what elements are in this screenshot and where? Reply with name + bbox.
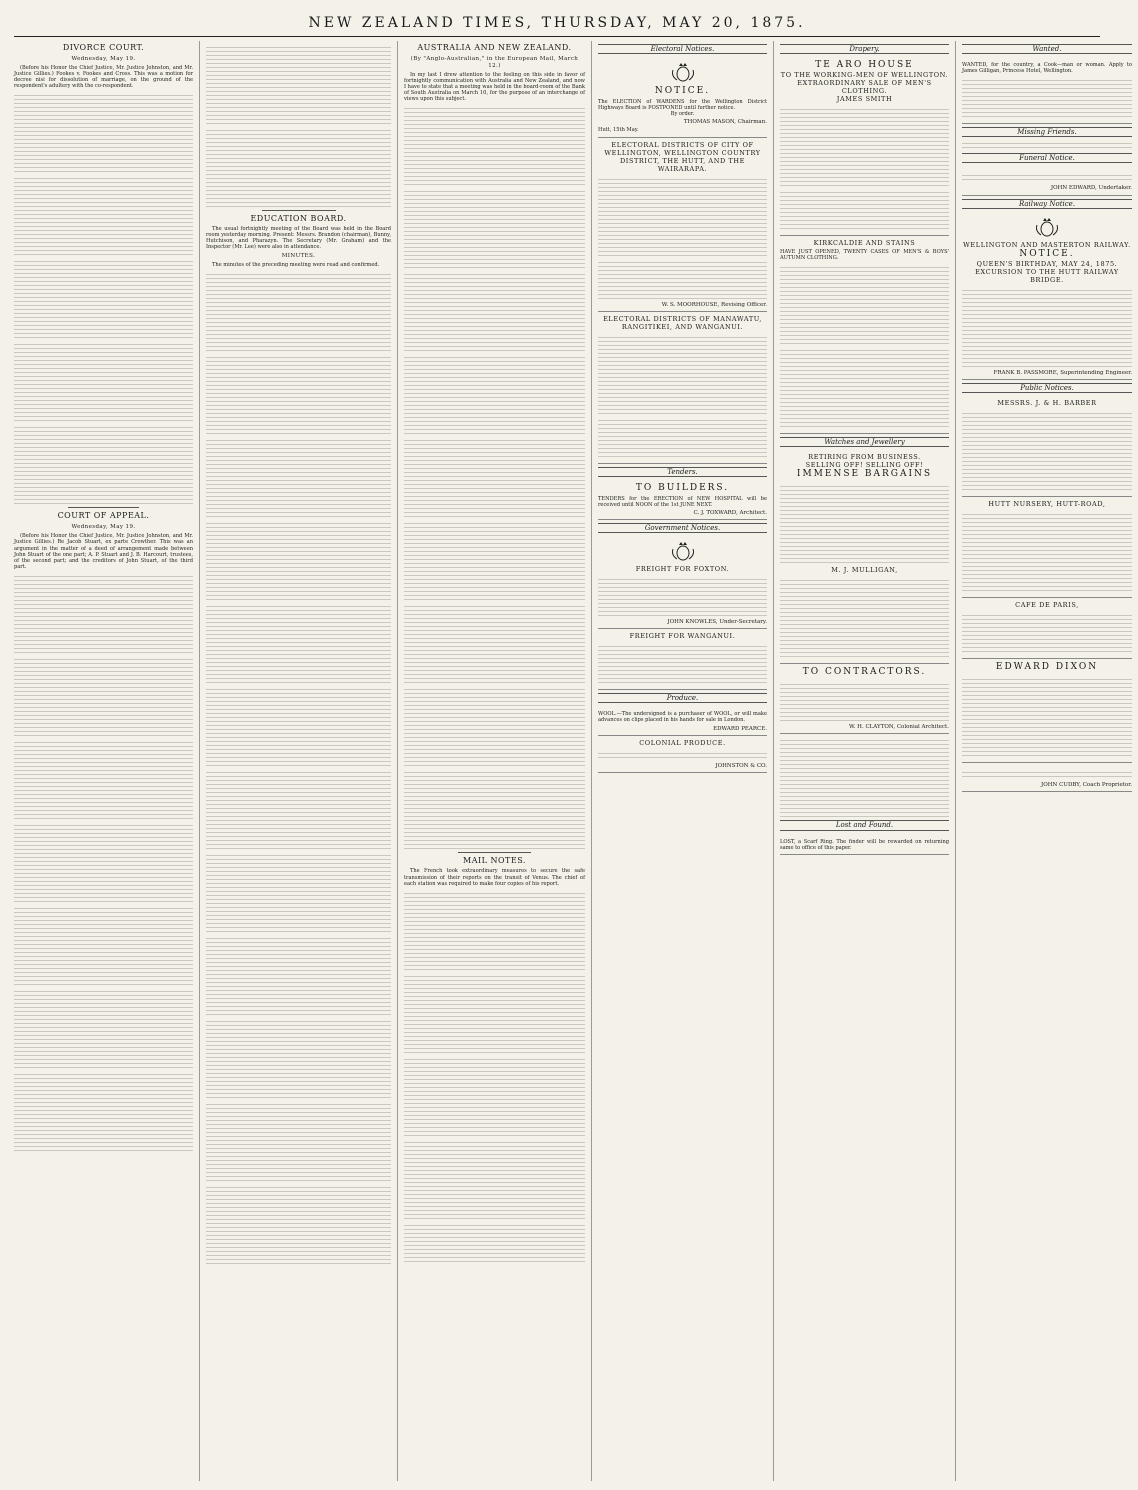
colonial-title: COLONIAL PRODUCE. xyxy=(639,738,726,747)
railway-signature: FRANK B. PASSMORE, Superintending Engineer. xyxy=(993,369,1132,376)
railway-title: WELLINGTON AND MASTERTON RAILWAY. xyxy=(963,240,1131,249)
australia-nz-heading: AUSTRALIA AND NEW ZEALAND. xyxy=(417,43,572,52)
cafe-title: CAFE DE PARIS, xyxy=(1015,600,1079,609)
article-text-block xyxy=(780,681,949,721)
article-text-block xyxy=(404,520,585,600)
mulligan-ad xyxy=(780,450,949,664)
article-text-block xyxy=(780,577,949,657)
article-text-block xyxy=(14,905,193,985)
article-text-block xyxy=(780,737,949,817)
article-text-block xyxy=(404,603,585,683)
wool-text: WOOL.—The undersigned is a purchaser of WOOL, or will make advances on clips placed in his hands for sale in London. xyxy=(598,711,767,724)
article-text-block xyxy=(206,686,391,766)
article-text-block xyxy=(404,1222,585,1262)
foxton-signature: JOHN KNOWLES, Under-Secretary. xyxy=(667,619,767,626)
article-text-block xyxy=(206,935,391,1015)
article-text-block xyxy=(780,106,949,186)
hospital-tender-ad xyxy=(598,480,767,520)
notice-body: The ELECTION of WARDENS for the Wellington District Highways Board is POSTPONED until further notice. xyxy=(598,99,767,112)
article-text-block xyxy=(404,188,585,268)
mail-notes-heading: MAIL NOTES. xyxy=(463,856,526,866)
article-text-block xyxy=(780,483,949,563)
article-text-block xyxy=(14,573,193,653)
funeral-signature: JOHN EDWARD, Undertaker. xyxy=(1050,185,1132,192)
hutt-nursery-ad xyxy=(962,497,1132,598)
colonial-signature: JOHNSTON & CO. xyxy=(715,762,767,769)
article-text-block xyxy=(780,189,949,229)
te-aro-subtitle: TO THE WORKING-MEN OF WELLINGTON. xyxy=(780,71,949,80)
article-text-block xyxy=(206,1101,391,1181)
divider xyxy=(68,507,140,508)
article-text-block xyxy=(780,347,949,427)
contractors-signature: W. H. CLAYTON, Colonial Architect. xyxy=(848,724,949,731)
article-text-block xyxy=(206,271,391,351)
article-text-block xyxy=(206,127,391,207)
article-text-block xyxy=(598,259,767,299)
funeral-notice xyxy=(962,166,1132,195)
barber-ad xyxy=(962,396,1132,497)
article-text-block xyxy=(404,769,585,849)
foxton-freight-notice xyxy=(598,536,767,629)
builders-title: TO BUILDERS. xyxy=(635,482,730,493)
article-text-block xyxy=(404,1056,585,1136)
railway-excursion: EXCURSION TO THE HUTT RAILWAY BRIDGE. xyxy=(975,267,1119,284)
coach-notice xyxy=(962,763,1132,792)
article-text-block xyxy=(962,287,1132,367)
te-aro-proprietor: JAMES SMITH xyxy=(836,95,893,104)
article-text-block xyxy=(206,44,391,124)
te-aro-title: TE ARO HOUSE xyxy=(815,60,914,71)
education-board-heading: EDUCATION BOARD. xyxy=(250,214,347,223)
wanted-cook-ad xyxy=(962,57,1132,124)
kirkcaldie-subtitle: HAVE JUST OPENED, TWENTY CASES OF MEN'S & BOYS' AUTUMN CLOTHING. xyxy=(780,249,949,262)
article-text-block xyxy=(14,258,193,338)
edward-dixon-ad xyxy=(962,659,1132,763)
hutt-nursery-title: HUTT NURSERY, HUTT-ROAD, xyxy=(988,499,1106,508)
te-aro-house-ad xyxy=(780,57,949,236)
tenders-heading: Tenders. xyxy=(598,467,767,477)
lost-found-heading: Lost and Found. xyxy=(780,820,949,830)
article-text-block xyxy=(962,511,1132,591)
column-6 xyxy=(962,41,1138,1481)
wool-ad xyxy=(598,706,767,735)
government-notices-heading: Government Notices. xyxy=(598,523,767,533)
article-text-block xyxy=(14,175,193,255)
royal-crest-icon xyxy=(1033,217,1061,239)
article-text-block xyxy=(404,437,585,517)
column-5 xyxy=(780,41,956,1481)
barber-title: MESSRS. J. & H. BARBER xyxy=(997,398,1097,407)
cudby-signature: JOHN CUDBY, Coach Proprietor. xyxy=(1041,781,1132,788)
drapery-heading: Drapery. xyxy=(780,44,949,54)
lost-text: LOST, a Scarf Ring. The finder will be rewarded on returning same to office of this paper. xyxy=(780,838,949,851)
masthead-rule xyxy=(14,36,1100,37)
railway-notice-word: NOTICE. xyxy=(1019,248,1075,259)
article-text-block xyxy=(14,739,193,819)
wardens-election-notice xyxy=(598,57,767,137)
article-text-block xyxy=(962,140,1132,150)
article-text-block xyxy=(404,1139,585,1219)
divorce-article: (Before his Honor the Chief Justice, Mr. Justice Johnston, and Mr. Justice Gillies.) Fookes v. Fookes and Cross. This was a motion for decree nisi for dissolution of marriage, on the ground of the respondent's adultery with the co-respondent. xyxy=(14,65,193,90)
wanted-text: WANTED, for the country, a Cook—man or woman. Apply to James Gilligan, Princess Hotel, Wellington. xyxy=(962,62,1132,75)
wanganui-freight-notice xyxy=(598,629,767,690)
article-text-block xyxy=(206,354,391,434)
railway-notice xyxy=(962,212,1132,380)
article-text-block xyxy=(598,643,767,683)
article-text-block xyxy=(404,271,585,351)
mulligan-name: M. J. MULLIGAN, xyxy=(831,566,898,575)
article-text-block xyxy=(962,769,1132,779)
article-text-block xyxy=(598,576,767,616)
article-text-block xyxy=(404,354,585,434)
electoral-notices-heading: Electoral Notices. xyxy=(598,44,767,54)
article-text-block xyxy=(962,77,1132,117)
article-text-block xyxy=(14,92,193,172)
column-1 xyxy=(14,41,200,1481)
electoral-title: ELECTORAL DISTRICTS OF CITY OF WELLINGTON, WELLINGTON COUNTRY DISTRICT, THE HUTT, AND THE WAIRARAPA. xyxy=(604,140,761,173)
divorce-date: Wednesday, May 19. xyxy=(71,56,136,62)
article-text-block xyxy=(14,822,193,902)
notice-by-order: By order. xyxy=(670,111,695,118)
wanganui-title: FREIGHT FOR WANGANUI. xyxy=(629,632,736,641)
article-text-block xyxy=(962,410,1132,490)
manawatu-title: ELECTORAL DISTRICTS OF MANAWATU, RANGITIKEI, AND WANGANUI. xyxy=(603,314,762,331)
article-text-block xyxy=(206,520,391,600)
columns xyxy=(14,41,1132,1481)
notice-title: NOTICE. xyxy=(654,86,711,97)
lost-scarf-ring-ad xyxy=(780,834,949,855)
selling-off: SELLING OFF! SELLING OFF! xyxy=(805,461,924,470)
manawatu-electoral-notice xyxy=(598,312,767,464)
column-3 xyxy=(404,41,592,1481)
article-text-block xyxy=(206,1184,391,1264)
article-text-block xyxy=(404,890,585,970)
electoral-districts-notice xyxy=(598,138,767,312)
divider xyxy=(458,852,530,853)
kirkcaldie-stains-ad xyxy=(780,236,949,434)
education-article: The usual fortnightly meeting of the Board was held in the Board room yesterday morning. Present: Messrs. Brandon (chairman), Bunny, Hutchison, and Pharazyn. The Secretary (Mr. Graham) and the Inspector (Mr. Lee) were also in attendance. xyxy=(206,226,391,251)
te-aro-sale: EXTRAORDINARY SALE OF MEN'S CLOTHING. xyxy=(797,79,932,96)
article-text-block xyxy=(206,437,391,517)
missing-friends-heading: Missing Friends. xyxy=(962,127,1132,137)
produce-heading: Produce. xyxy=(598,693,767,703)
contractors-tender-ad xyxy=(780,664,949,734)
colonial-produce-ad xyxy=(598,736,767,773)
article-text-block xyxy=(598,334,767,414)
mail-notes-article: The French took extraordinary measures to secure the safe transmission of their reports on the transit of Venus. The chief of each station was required to make four copies of his report. xyxy=(404,868,585,887)
article-text-block xyxy=(14,656,193,736)
builders-signature: C. J. TOXWARD, Architect. xyxy=(693,509,767,516)
court-of-appeal-heading: COURT OF APPEAL. xyxy=(57,511,150,521)
article-text-block xyxy=(962,172,1132,182)
article-text-block xyxy=(598,750,767,760)
column-4 xyxy=(598,41,774,1481)
article-text-block xyxy=(14,424,193,504)
notice-signature: THOMAS MASON, Chairman. xyxy=(683,119,767,126)
dixon-title: EDWARD DIXON xyxy=(995,661,1099,672)
article-text-block xyxy=(598,417,767,457)
divorce-court-heading: DIVORCE COURT. xyxy=(62,43,145,52)
railway-notice-heading: Railway Notice. xyxy=(962,199,1132,209)
column-2 xyxy=(206,41,398,1481)
article-text-block xyxy=(14,1071,193,1151)
article-text-block xyxy=(206,603,391,683)
kirkcaldie-title: KIRKCALDIE AND STAINS xyxy=(813,239,916,248)
article-text-block xyxy=(14,341,193,421)
masthead: NEW ZEALAND TIMES, THURSDAY, MAY 20, 1875. xyxy=(308,15,806,31)
foxton-title: FREIGHT FOR FOXTON. xyxy=(635,565,730,574)
article-text-block xyxy=(14,988,193,1068)
divider xyxy=(262,210,336,211)
minutes-text: The minutes of the preceding meeting were read and confirmed. xyxy=(212,262,380,269)
funeral-notice-heading: Funeral Notice. xyxy=(962,153,1132,163)
article-text-block xyxy=(404,105,585,185)
contractors-title: TO CONTRACTORS. xyxy=(802,667,927,678)
article-text-block xyxy=(598,176,767,256)
australia-article: In my last I drew attention to the feeling on this side in favor of fortnightly communication with Australia and New Zealand, and now I have to state that a meeting was held in the board-room of the Bank of South Australia on March 10, for the purpose of an interchange of views upon this subject. xyxy=(404,72,585,103)
article-text-block xyxy=(962,676,1132,756)
appeal-article: (Before his Honor the Chief Justice, Mr. Justice Johnston, and Mr. Justice Gillies.) Re Jacob Stuart, ex parte Crowther. This was an argument in the matter of a deed of arrangement made between John Stuart of the one part; A. P. Stuart and J. B. Harcourt, trustees, of the second part; and the creditors of John Stuart, of the third part. xyxy=(14,533,193,570)
royal-crest-icon xyxy=(669,541,697,563)
retiring-title: RETIRING FROM BUSINESS. xyxy=(808,453,921,462)
article-text-block xyxy=(404,686,585,766)
cafe-de-paris-ad xyxy=(962,598,1132,659)
electoral-signature: W. S. MOORHOUSE, Revising Officer. xyxy=(661,301,767,308)
railway-subtitle: QUEEN'S BIRTHDAY, MAY 24, 1875. xyxy=(976,259,1118,268)
appeal-date: Wednesday, May 19. xyxy=(71,524,136,531)
royal-crest-icon xyxy=(669,62,697,84)
minutes-subheading: MINUTES. xyxy=(281,253,316,260)
article-text-block xyxy=(206,852,391,932)
article-text-block xyxy=(780,264,949,344)
notice-place: Hutt, 15th May. xyxy=(598,127,639,134)
public-notices-heading: Public Notices. xyxy=(962,383,1132,393)
article-text-block xyxy=(962,612,1132,652)
article-text-block xyxy=(404,973,585,1053)
article-text-block xyxy=(206,769,391,849)
australia-byline: (By "Anglo-Australian," in the European Mail, March 12.) xyxy=(410,56,579,69)
immense-bargains: IMMENSE BARGAINS xyxy=(796,469,933,480)
builders-body: TENDERS for the ERECTION of NEW HOSPITAL will be received until NOON of the 1st JUNE NEXT. xyxy=(598,495,767,508)
wool-signature: EDWARD PEARCE. xyxy=(713,725,767,732)
watches-jewellery-heading: Watches and Jewellery xyxy=(780,437,949,447)
article-text-block xyxy=(206,1018,391,1098)
wanted-heading: Wanted. xyxy=(962,44,1132,54)
